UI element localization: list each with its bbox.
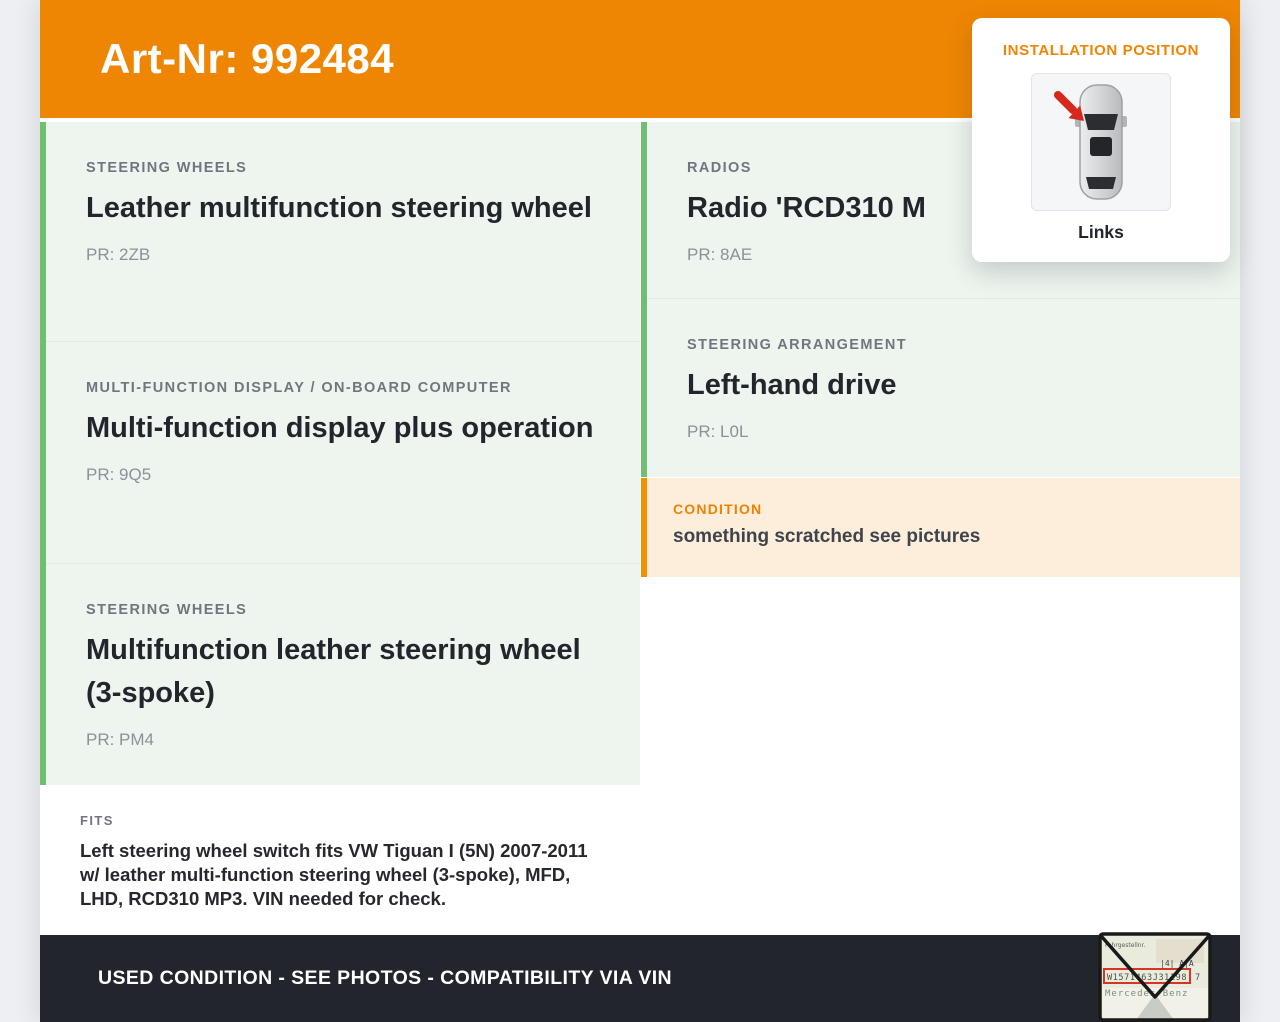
product-card-mfd xyxy=(46,341,640,563)
page-title: Art-Nr: 992484 xyxy=(100,35,395,82)
product-card-steering-arrangement xyxy=(647,298,1240,477)
left-column xyxy=(40,122,640,935)
card-pr-code: PR: PM4 xyxy=(86,730,155,749)
page-container xyxy=(40,0,1240,1022)
card-category: RADIOS xyxy=(687,160,752,176)
left-card-stack xyxy=(40,122,640,785)
card-category: STEERING WHEELS xyxy=(86,160,248,176)
card-pr-code: PR: 2ZB xyxy=(86,245,151,264)
vin-document-image xyxy=(1098,932,1212,1022)
condition-text: something scratched see pictures xyxy=(673,526,981,547)
vin-number: W1571463J31198 xyxy=(1107,973,1188,983)
product-card-steering-wheels-1 xyxy=(46,122,640,341)
card-pr-code: PR: L0L xyxy=(687,422,749,441)
card-title: Multifunction leather steering wheel (3-spoke) xyxy=(86,634,581,709)
card-pr-code: PR: 9Q5 xyxy=(86,465,152,484)
fits-label: FITS xyxy=(80,813,114,828)
product-card-steering-wheels-2 xyxy=(46,563,640,785)
card-pr-code: PR: 8AE xyxy=(687,245,753,264)
card-category: STEERING WHEELS xyxy=(86,602,248,618)
installation-position-card xyxy=(972,18,1230,262)
vin-brand: Mercedes-Benz xyxy=(1105,989,1189,999)
vin-check-digit: 7 xyxy=(1195,973,1201,983)
fits-card xyxy=(40,787,640,935)
card-title: Radio 'RCD310 M xyxy=(687,192,926,224)
card-category: STEERING ARRANGEMENT xyxy=(687,337,907,353)
vin-field-label: Fahrgestellnr. xyxy=(1105,942,1146,949)
footer-banner-text: USED CONDITION - SEE PHOTOS - COMPATIBILITY VIA VIN xyxy=(98,967,673,989)
installation-position-label: INSTALLATION POSITION xyxy=(1002,42,1200,59)
car-top-view-icon xyxy=(1052,80,1150,204)
footer-banner xyxy=(40,935,1240,1022)
condition-label: CONDITION xyxy=(673,501,763,517)
card-title: Leather multifunction steering wheel xyxy=(86,192,592,224)
card-category: MULTI-FUNCTION DISPLAY / ON-BOARD COMPUTER xyxy=(86,380,512,396)
fits-text: Left steering wheel switch fits VW Tiguan I (5N) 2007-2011 w/ leather multi-function steering wheel (3-spoke), MFD, LHD, RCD310 MP3. VIN needed for check. xyxy=(80,840,588,909)
condition-card xyxy=(641,478,1240,577)
installation-position-value: Links xyxy=(1078,222,1124,242)
card-title: Left-hand drive xyxy=(687,369,897,401)
card-title: Multi-function display plus operation xyxy=(86,412,594,444)
vin-row-code: |4| A|A xyxy=(1160,959,1194,968)
car-position-box xyxy=(1031,73,1171,211)
